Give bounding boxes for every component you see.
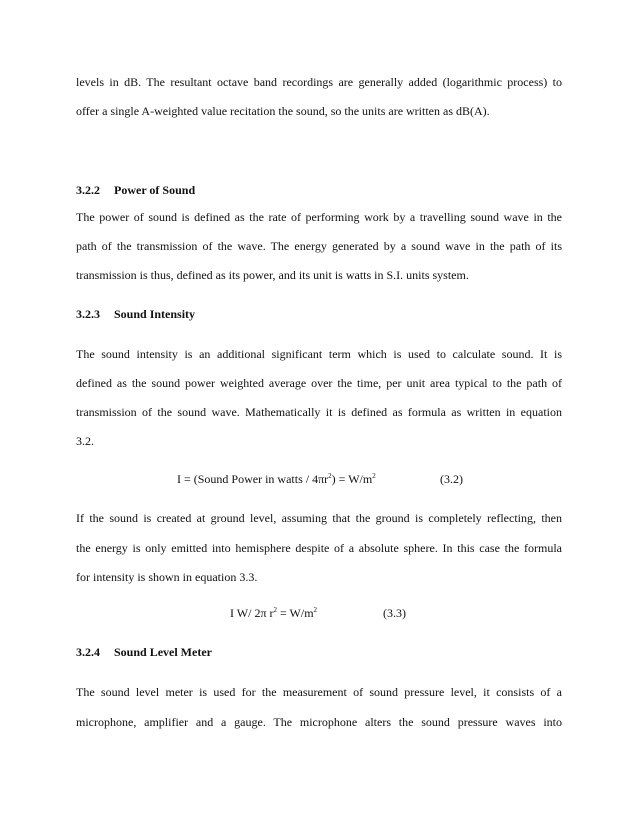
equation-mid: = W/m <box>277 606 314 620</box>
equation-number: (3.3) <box>383 606 406 620</box>
section-heading-sound-level-meter <box>76 645 562 659</box>
paragraph-line: transmission of the sound wave. Mathematically it is defined as formula as written in equation <box>76 405 562 419</box>
paragraph-line: path of the transmission of the wave. The energy generated by a sound wave in the path of its <box>76 239 562 253</box>
paragraph-line: microphone, amplifier and a gauge. The microphone alters the sound pressure waves into <box>76 715 562 729</box>
equation-3-2 <box>177 472 376 486</box>
paragraph-line: levels in dB. The resultant octave band recordings are generally added (logarithmic process) to <box>76 75 562 89</box>
equation-mid: ) = W/m <box>331 472 373 486</box>
section-title: Sound Intensity <box>114 307 196 321</box>
section-title: Power of Sound <box>114 183 196 197</box>
paragraph-line: transmission is thus, defined as its power, and its unit is watts in S.I. units system. <box>76 268 469 282</box>
paragraph-line: The sound intensity is an additional significant term which is used to calculate sound. It is <box>76 347 562 361</box>
equation-superscript: 2 <box>372 472 376 480</box>
equation-superscript: 2 <box>328 472 332 480</box>
section-number: 3.2.3 <box>76 307 100 321</box>
paragraph-line: The power of sound is defined as the rate of performing work by a travelling sound wave in the <box>76 210 562 224</box>
equation-lhs: I W/ 2π r <box>230 606 274 620</box>
equation-superscript: 2 <box>313 606 318 614</box>
equation-number: (3.2) <box>440 472 463 486</box>
section-heading-sound-intensity <box>76 307 562 321</box>
section-number: 3.2.2 <box>76 183 100 197</box>
equation-3-3 <box>230 606 317 620</box>
equation-lhs: I = (Sound Power in watts / 4πr <box>177 472 329 486</box>
paragraph-line: the energy is only emitted into hemisphere despite of a absolute sphere. In this case the formula <box>76 541 562 555</box>
paragraph-line: defined as the sound power weighted average over the time, per unit area typical to the path of <box>76 376 562 390</box>
paragraph-line: If the sound is created at ground level, assuming that the ground is completely reflecting, then <box>76 511 562 525</box>
paragraph-line: for intensity is shown in equation 3.3. <box>76 570 258 584</box>
paragraph-line: The sound level meter is used for the measurement of sound pressure level, it consists of a <box>76 685 562 699</box>
paragraph-line: 3.2. <box>76 434 94 448</box>
section-number: 3.2.4 <box>76 645 100 659</box>
equation-superscript: 2 <box>273 606 277 614</box>
section-heading-power-of-sound <box>76 183 562 197</box>
paragraph-line: offer a single A-weighted value recitation the sound, so the units are written as dB(A). <box>76 104 490 118</box>
section-title: Sound Level Meter <box>114 645 212 659</box>
